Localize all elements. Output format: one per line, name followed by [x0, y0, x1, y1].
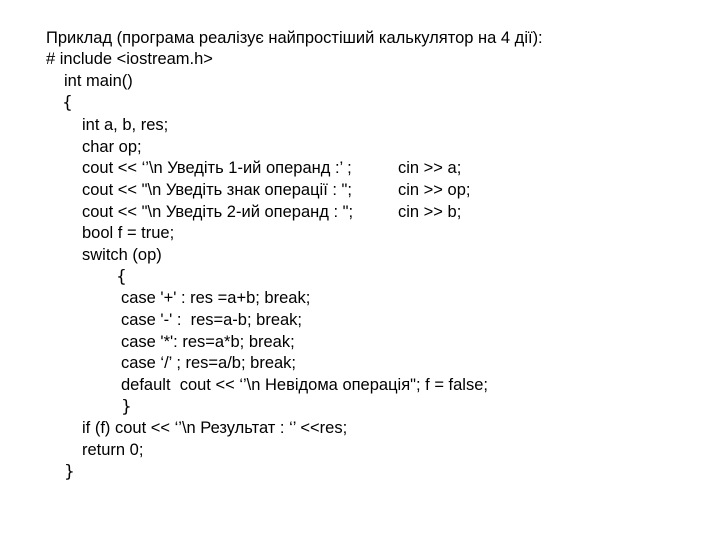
- cout-operand2-line: cout << "\n Уведіть 2-ий операнд : ";: [82, 203, 354, 221]
- cin-op-line: cin >> op;: [398, 181, 471, 199]
- if-result-line: if (f) cout << ‘’\n Результат : ‘’ <<res;: [82, 419, 348, 437]
- cout-sign-line: cout << "\n Уведіть знак операції : ";: [82, 181, 353, 199]
- vars-declaration-line: int a, b, res;: [82, 116, 169, 134]
- cin-a-line: cin >> a;: [398, 159, 462, 177]
- flag-declaration-line: bool f = true;: [82, 224, 175, 242]
- main-signature-line: int main(): [64, 72, 133, 90]
- case-add-line: case '+' : res =a+b; break;: [121, 289, 311, 307]
- include-line: # include <iostream.h>: [46, 50, 213, 68]
- switch-close-brace: }: [121, 397, 132, 417]
- return-line: return 0;: [82, 441, 144, 459]
- switch-line: switch (op): [82, 246, 162, 264]
- case-mul-line: case '*': res=a*b; break;: [121, 333, 295, 351]
- cout-operand1-line: cout << ‘’\n Уведіть 1-ий операнд :’ ;: [82, 159, 352, 177]
- op-declaration-line: char op;: [82, 138, 142, 156]
- cin-b-line: cin >> b;: [398, 203, 462, 221]
- example-title: Приклад (програма реалізує найпростіший калькулятор на 4 дії):: [46, 29, 543, 47]
- main-close-brace: }: [64, 462, 75, 482]
- main-open-brace: {: [62, 93, 73, 113]
- case-default-line: default cout << ‘’\n Невідома операція"; f = false;: [121, 376, 488, 394]
- switch-open-brace: {: [116, 267, 127, 287]
- case-sub-line: case '-' : res=a-b; break;: [121, 311, 303, 329]
- case-div-line: case ‘/’ ; res=a/b; break;: [121, 354, 297, 372]
